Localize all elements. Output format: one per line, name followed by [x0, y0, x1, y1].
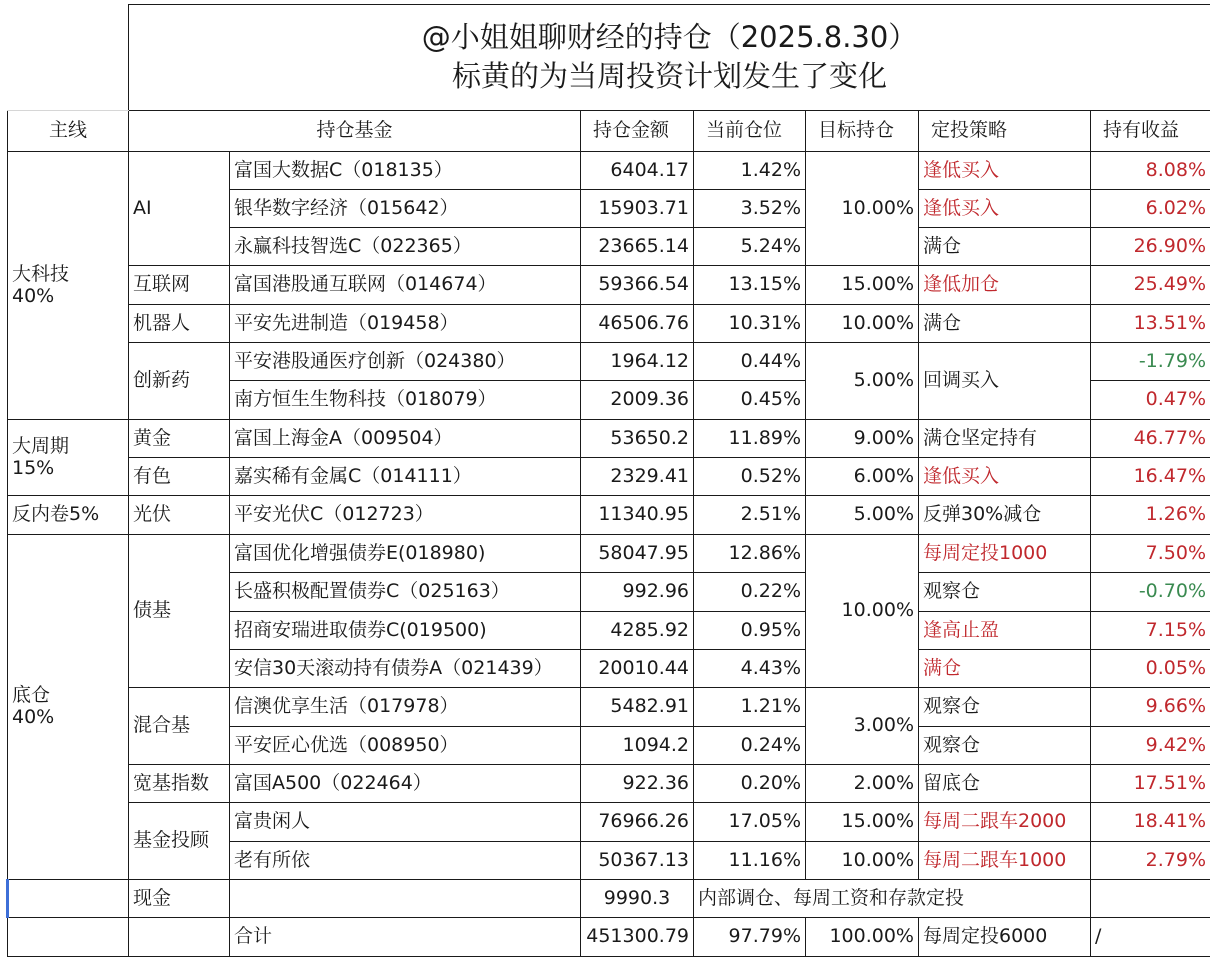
table-row	[8, 266, 1210, 305]
header-strategy[interactable]: 定投策略	[919, 111, 1091, 152]
table-row	[8, 458, 1210, 496]
fund-profit[interactable]: 0.05%	[1091, 650, 1210, 688]
fund-strategy[interactable]: 满仓	[919, 228, 1091, 266]
target-advisor-1[interactable]: 15.00%	[806, 803, 919, 842]
fund-name[interactable]: 富国优化增强债券E(018980)	[230, 535, 581, 573]
target-index[interactable]: 2.00%	[806, 765, 919, 803]
fund-strategy[interactable]: 逢高止盈	[919, 612, 1091, 650]
table-row	[8, 152, 1210, 190]
fund-strategy[interactable]: 逢低买入	[919, 190, 1091, 228]
table-row	[8, 496, 1210, 535]
fund-current[interactable]: 3.52%	[694, 190, 806, 228]
fund-current[interactable]: 2.51%	[694, 496, 806, 535]
fund-amount[interactable]: 5482.91	[581, 688, 694, 727]
header-profit[interactable]: 持有收益	[1091, 111, 1210, 152]
fund-name[interactable]: 永赢科技智选C（022365）	[230, 228, 581, 266]
fund-profit[interactable]: 2.79%	[1091, 842, 1210, 880]
fund-name[interactable]: 平安匠心优选（008950）	[230, 727, 581, 765]
target-solar[interactable]: 5.00%	[806, 496, 919, 535]
fund-current[interactable]: 10.31%	[694, 305, 806, 343]
fund-profit[interactable]: 7.50%	[1091, 535, 1210, 573]
subgroup-gold[interactable]: 黄金	[129, 420, 230, 458]
fund-profit[interactable]: 9.42%	[1091, 727, 1210, 765]
fund-strategy[interactable]: 反弹30%减仓	[919, 496, 1091, 535]
fund-current[interactable]: 13.15%	[694, 266, 806, 305]
target-robot[interactable]: 10.00%	[806, 305, 919, 343]
fund-strategy[interactable]: 满仓	[919, 650, 1091, 688]
total-subgroup-empty[interactable]	[129, 918, 230, 957]
fund-amount[interactable]: 11340.95	[581, 496, 694, 535]
fund-current[interactable]: 0.95%	[694, 612, 806, 650]
table-row	[8, 343, 1210, 381]
fund-strategy[interactable]: 逢低买入	[919, 458, 1091, 496]
total-current[interactable]: 97.79%	[694, 918, 806, 957]
fund-amount[interactable]: 1964.12	[581, 343, 694, 381]
table-row	[8, 688, 1210, 727]
fund-name[interactable]: 老有所依	[230, 842, 581, 880]
title-line-1: @小姐姐聊财经的持仓（2025.8.30）	[421, 20, 918, 55]
fund-amount[interactable]: 50367.13	[581, 842, 694, 880]
target-gold[interactable]: 9.00%	[806, 420, 919, 458]
subgroup-index[interactable]: 宽基指数	[129, 765, 230, 803]
fund-profit[interactable]: 16.47%	[1091, 458, 1210, 496]
fund-current[interactable]: 1.42%	[694, 152, 806, 190]
fund-name[interactable]: 南方恒生生物科技（018079）	[230, 381, 581, 420]
subgroup-solar[interactable]: 光伏	[129, 496, 230, 535]
subgroup-nonferrous[interactable]: 有色	[129, 458, 230, 496]
mainline-tech[interactable]: 大科技 40%	[8, 152, 129, 420]
fund-profit[interactable]: -0.70%	[1091, 573, 1210, 612]
total-row	[8, 918, 1210, 957]
fund-name[interactable]: 富国A500（022464）	[230, 765, 581, 803]
fund-current[interactable]: 0.45%	[694, 381, 806, 420]
fund-current[interactable]: 11.16%	[694, 842, 806, 880]
fund-current[interactable]: 1.21%	[694, 688, 806, 727]
target-pharma[interactable]: 5.00%	[806, 343, 919, 420]
fund-amount[interactable]: 53650.2	[581, 420, 694, 458]
sheet-title	[129, 5, 1210, 111]
fund-profit[interactable]: 7.15%	[1091, 612, 1210, 650]
fund-name[interactable]: 平安先进制造（019458）	[230, 305, 581, 343]
fund-current[interactable]: 12.86%	[694, 535, 806, 573]
fund-name[interactable]: 信澳优享生活（017978）	[230, 688, 581, 727]
fund-amount[interactable]: 59366.54	[581, 266, 694, 305]
cash-mainline-empty[interactable]	[8, 880, 129, 918]
table-row	[8, 803, 1210, 842]
fund-strategy[interactable]: 观察仓	[919, 573, 1091, 612]
fund-name[interactable]: 富贵闲人	[230, 803, 581, 842]
corner-cell[interactable]	[8, 5, 129, 111]
fund-amount[interactable]: 23665.14	[581, 228, 694, 266]
fund-amount[interactable]: 58047.95	[581, 535, 694, 573]
fund-current[interactable]: 4.43%	[694, 650, 806, 688]
header-fund[interactable]: 持仓基金	[129, 111, 581, 152]
header-current[interactable]: 当前仓位	[694, 111, 806, 152]
fund-profit[interactable]: 8.08%	[1091, 152, 1210, 190]
fund-amount[interactable]: 15903.71	[581, 190, 694, 228]
subgroup-pharma[interactable]: 创新药	[129, 343, 230, 420]
fund-amount[interactable]: 2329.41	[581, 458, 694, 496]
fund-strategy[interactable]: 逢低买入	[919, 152, 1091, 190]
subgroup-mixed[interactable]: 混合基	[129, 688, 230, 765]
fund-profit[interactable]: 26.90%	[1091, 228, 1210, 266]
cash-note[interactable]: 内部调仓、每周工资和存款定投	[694, 880, 1091, 918]
fund-name[interactable]: 安信30天滚动持有债券A（021439）	[230, 650, 581, 688]
fund-profit[interactable]: 0.47%	[1091, 381, 1210, 420]
pharma-strategy[interactable]: 回调买入	[919, 343, 1091, 420]
fund-strategy[interactable]: 观察仓	[919, 688, 1091, 727]
fund-name[interactable]: 嘉实稀有金属C（014111）	[230, 458, 581, 496]
subgroup-ai[interactable]: AI	[129, 152, 230, 266]
fund-strategy[interactable]: 每周定投1000	[919, 535, 1091, 573]
fund-amount[interactable]: 4285.92	[581, 612, 694, 650]
fund-profit[interactable]: 46.77%	[1091, 420, 1210, 458]
total-mainline-empty[interactable]	[8, 918, 129, 957]
fund-strategy[interactable]: 满仓坚定持有	[919, 420, 1091, 458]
fund-amount[interactable]: 20010.44	[581, 650, 694, 688]
target-bond[interactable]: 10.00%	[806, 535, 919, 688]
fund-name[interactable]: 富国上海金A（009504）	[230, 420, 581, 458]
subgroup-internet[interactable]: 互联网	[129, 266, 230, 305]
fund-name[interactable]: 银华数字经济（015642）	[230, 190, 581, 228]
header-target[interactable]: 目标持仓	[806, 111, 919, 152]
target-internet[interactable]: 15.00%	[806, 266, 919, 305]
target-nonferrous[interactable]: 6.00%	[806, 458, 919, 496]
fund-amount[interactable]: 6404.17	[581, 152, 694, 190]
fund-profit[interactable]: 6.02%	[1091, 190, 1210, 228]
cash-row	[8, 880, 1210, 918]
fund-name[interactable]: 富国大数据C（018135）	[230, 152, 581, 190]
holdings-table	[6, 4, 1210, 957]
total-target[interactable]: 100.00%	[806, 918, 919, 957]
fund-amount[interactable]: 1094.2	[581, 727, 694, 765]
fund-current[interactable]: 11.89%	[694, 420, 806, 458]
fund-amount[interactable]: 992.96	[581, 573, 694, 612]
fund-profit[interactable]: 1.26%	[1091, 496, 1210, 535]
fund-current[interactable]: 0.22%	[694, 573, 806, 612]
cash-profit-empty[interactable]	[1091, 880, 1210, 918]
fund-profit[interactable]: 17.51%	[1091, 765, 1210, 803]
subgroup-bond[interactable]: 债基	[129, 535, 230, 688]
target-ai[interactable]: 10.00%	[806, 152, 919, 266]
header-amount[interactable]: 持仓金额	[581, 111, 694, 152]
fund-name[interactable]: 平安港股通医疗创新（024380）	[230, 343, 581, 381]
target-advisor-2[interactable]: 10.00%	[806, 842, 919, 880]
fund-name[interactable]: 富国港股通互联网（014674）	[230, 266, 581, 305]
fund-profit[interactable]: 9.66%	[1091, 688, 1210, 727]
header-row	[8, 111, 1210, 152]
fund-current[interactable]: 0.20%	[694, 765, 806, 803]
cash-fund-empty[interactable]	[230, 880, 581, 918]
cash-amount[interactable]: 9990.3	[581, 880, 694, 918]
fund-profit[interactable]: 18.41%	[1091, 803, 1210, 842]
total-amount[interactable]: 451300.79	[581, 918, 694, 957]
fund-strategy[interactable]: 逢低加仓	[919, 266, 1091, 305]
fund-current[interactable]: 0.44%	[694, 343, 806, 381]
title-line-2: 标黄的为当周投资计划发生了变化	[452, 58, 888, 93]
mainline-base[interactable]: 底仓 40%	[8, 535, 129, 880]
table-row	[8, 765, 1210, 803]
fund-amount[interactable]: 46506.76	[581, 305, 694, 343]
table-row	[8, 305, 1210, 343]
fund-profit[interactable]: -1.79%	[1091, 343, 1210, 381]
table-row	[8, 420, 1210, 458]
subgroup-robot[interactable]: 机器人	[129, 305, 230, 343]
fund-strategy[interactable]: 留底仓	[919, 765, 1091, 803]
fund-current[interactable]: 5.24%	[694, 228, 806, 266]
fund-profit[interactable]: 13.51%	[1091, 305, 1210, 343]
fund-name[interactable]: 平安光伏C（012723）	[230, 496, 581, 535]
fund-amount[interactable]: 922.36	[581, 765, 694, 803]
mainline-cycle[interactable]: 大周期 15%	[8, 420, 129, 496]
fund-name[interactable]: 长盛积极配置债券C（025163）	[230, 573, 581, 612]
total-label[interactable]: 合计	[230, 918, 581, 957]
fund-strategy[interactable]: 每周二跟车1000	[919, 842, 1091, 880]
mainline-anti[interactable]: 反内卷5%	[8, 496, 129, 535]
subgroup-advisor[interactable]: 基金投顾	[129, 803, 230, 880]
fund-strategy[interactable]: 满仓	[919, 305, 1091, 343]
table-row	[8, 535, 1210, 573]
fund-current[interactable]: 17.05%	[694, 803, 806, 842]
fund-name[interactable]: 招商安瑞进取债券C(019500)	[230, 612, 581, 650]
target-mixed[interactable]: 3.00%	[806, 688, 919, 765]
cash-label[interactable]: 现金	[129, 880, 230, 918]
fund-current[interactable]: 0.52%	[694, 458, 806, 496]
header-mainline[interactable]: 主线	[8, 111, 129, 152]
total-profit[interactable]: /	[1091, 918, 1210, 957]
fund-profit[interactable]: 25.49%	[1091, 266, 1210, 305]
fund-amount[interactable]: 76966.26	[581, 803, 694, 842]
fund-amount[interactable]: 2009.36	[581, 381, 694, 420]
fund-strategy[interactable]: 每周二跟车2000	[919, 803, 1091, 842]
fund-strategy[interactable]: 观察仓	[919, 727, 1091, 765]
total-strategy[interactable]: 每周定投6000	[919, 918, 1091, 957]
fund-current[interactable]: 0.24%	[694, 727, 806, 765]
